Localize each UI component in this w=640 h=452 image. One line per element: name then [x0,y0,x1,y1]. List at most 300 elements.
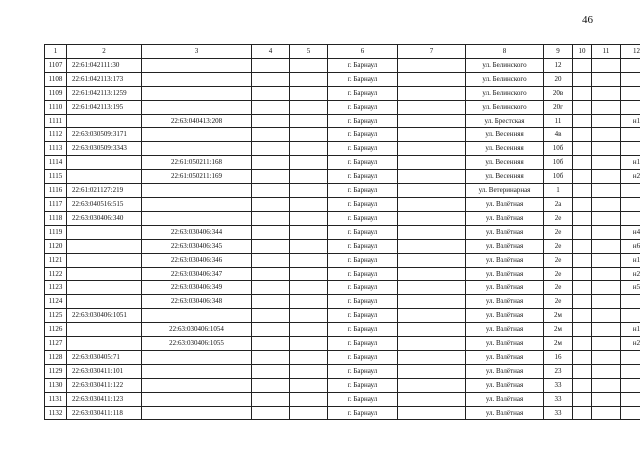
table-cell-col-6: г. Барнаул [328,309,398,323]
table-row [45,86,640,100]
table-cell-col-5 [290,253,328,267]
table-cell-col-7 [398,211,466,225]
table-cell-col-2: 22:61:042113:1259 [67,86,142,100]
table-cell-col-11 [592,86,621,100]
table-cell-col-12: н2 [621,170,640,184]
table-cell-col-10 [573,100,592,114]
table-cell-col-4 [252,72,290,86]
table-cell-col-3 [142,58,252,72]
table-cell-col-1: 1123 [45,281,67,295]
table-cell-col-9: 10б [544,156,573,170]
table-cell-col-3 [142,350,252,364]
table-cell-col-10 [573,337,592,351]
table-cell-col-2: 22:63:030411:118 [67,406,142,420]
table-cell-col-1: 1129 [45,364,67,378]
table-cell-col-12: н1 [621,323,640,337]
table-cell-col-6: г. Барнаул [328,225,398,239]
table-cell-col-10 [573,378,592,392]
table-cell-col-11 [592,253,621,267]
table-cell-col-3 [142,211,252,225]
table-cell-col-5 [290,281,328,295]
table-cell-col-11 [592,406,621,420]
table-cell-col-4 [252,184,290,198]
table-cell-col-8: ул. Взлётная [466,364,544,378]
table-cell-col-5 [290,114,328,128]
table-cell-col-3: 22:61:050211:168 [142,156,252,170]
table-cell-col-12 [621,100,640,114]
table-cell-col-8: ул. Весенняя [466,142,544,156]
table-cell-col-3: 22:63:040413:208 [142,114,252,128]
table-cell-col-12 [621,58,640,72]
table-cell-col-2 [67,295,142,309]
table-cell-col-11 [592,295,621,309]
table-cell-col-9: 2е [544,225,573,239]
table-cell-col-1: 1113 [45,142,67,156]
table-cell-col-10 [573,197,592,211]
table-cell-col-11 [592,350,621,364]
table-cell-col-7 [398,239,466,253]
table-row [45,197,640,211]
table-cell-col-5 [290,350,328,364]
table-row [45,156,640,170]
table-cell-col-11 [592,211,621,225]
table-cell-col-4 [252,86,290,100]
table-row [45,364,640,378]
table-cell-col-9: 2е [544,281,573,295]
table-cell-col-12 [621,142,640,156]
table-cell-col-12 [621,364,640,378]
table-cell-col-9: 12 [544,58,573,72]
table-cell-col-4 [252,170,290,184]
table-cell-col-7 [398,184,466,198]
table-cell-col-12 [621,392,640,406]
table-cell-col-6: г. Барнаул [328,323,398,337]
table-cell-col-11 [592,239,621,253]
table-cell-col-3 [142,72,252,86]
table-cell-col-4 [252,337,290,351]
table-cell-col-7 [398,156,466,170]
table-cell-col-5 [290,170,328,184]
table-cell-col-6: г. Барнаул [328,197,398,211]
table-cell-col-8: ул. Взлётная [466,211,544,225]
table-cell-col-1: 1128 [45,350,67,364]
table-row [45,253,640,267]
table-cell-col-9: 2е [544,239,573,253]
table-cell-col-10 [573,295,592,309]
table-cell-col-3: 22:63:030406:345 [142,239,252,253]
table-cell-col-4 [252,114,290,128]
table-cell-col-2 [67,170,142,184]
table-cell-col-4 [252,197,290,211]
table-cell-col-10 [573,142,592,156]
table-cell-col-11 [592,392,621,406]
table-cell-col-6: г. Барнаул [328,58,398,72]
table-cell-col-5 [290,323,328,337]
table-cell-col-11 [592,281,621,295]
table-cell-col-9: 20 [544,72,573,86]
table-cell-col-4 [252,392,290,406]
table-cell-col-6: г. Барнаул [328,295,398,309]
table-cell-col-9: 33 [544,392,573,406]
table-cell-col-5 [290,58,328,72]
table-cell-col-8: ул. Взлётная [466,253,544,267]
table-cell-col-7 [398,225,466,239]
table-cell-col-7 [398,295,466,309]
table-cell-col-12 [621,295,640,309]
table-cell-col-10 [573,239,592,253]
table-cell-col-1: 1124 [45,295,67,309]
table-cell-col-7 [398,309,466,323]
table-cell-col-12: н2 [621,337,640,351]
table-cell-col-12 [621,197,640,211]
table-cell-col-2: 22:63:030406:1051 [67,309,142,323]
table-cell-col-9: 4в [544,128,573,142]
table-cell-col-7 [398,114,466,128]
table-cell-col-11 [592,267,621,281]
table-cell-col-8: ул. Весенняя [466,156,544,170]
table-cell-col-5 [290,364,328,378]
table-cell-col-6: г. Барнаул [328,406,398,420]
table-cell-col-5 [290,128,328,142]
table-cell-col-3: 22:63:030406:347 [142,267,252,281]
table-cell-col-3: 22:61:050211:169 [142,170,252,184]
table-cell-col-4 [252,128,290,142]
table-cell-col-1: 1110 [45,100,67,114]
registry-table [44,44,640,420]
table-cell-col-5 [290,184,328,198]
table-cell-col-9: 10б [544,170,573,184]
table-cell-col-10 [573,156,592,170]
table-cell-col-2: 22:63:030406:340 [67,211,142,225]
table-cell-col-7 [398,197,466,211]
table-cell-col-3 [142,392,252,406]
table-cell-col-6: г. Барнаул [328,72,398,86]
table-row [45,323,640,337]
table-cell-col-11 [592,364,621,378]
table-cell-col-8: ул. Белинского [466,58,544,72]
table-cell-col-3 [142,100,252,114]
table-cell-col-9: 10б [544,142,573,156]
table-cell-col-6: г. Барнаул [328,253,398,267]
table-cell-col-1: 1114 [45,156,67,170]
table-cell-col-7 [398,72,466,86]
table-cell-col-3 [142,364,252,378]
table-cell-col-9: 2а [544,197,573,211]
table-cell-col-2: 22:61:042111:30 [67,58,142,72]
table-cell-col-6: г. Барнаул [328,239,398,253]
table-cell-col-8: ул. Взлётная [466,337,544,351]
table-row [45,100,640,114]
table-cell-col-8: ул. Взлётная [466,281,544,295]
table-cell-col-3 [142,184,252,198]
table-row [45,267,640,281]
table-cell-col-5 [290,309,328,323]
table-cell-col-9: 2е [544,295,573,309]
table-cell-col-6: г. Барнаул [328,170,398,184]
table-cell-col-8: ул. Взлётная [466,295,544,309]
table-cell-col-4 [252,364,290,378]
table-cell-col-8: ул. Весенняя [466,170,544,184]
table-cell-col-1: 1120 [45,239,67,253]
table-row [45,114,640,128]
table-cell-col-1: 1130 [45,378,67,392]
table-cell-col-11 [592,309,621,323]
table-cell-col-7 [398,406,466,420]
table-cell-col-6: г. Барнаул [328,128,398,142]
table-cell-col-10 [573,309,592,323]
table-cell-col-11 [592,197,621,211]
table-cell-col-6: г. Барнаул [328,364,398,378]
table-cell-col-4 [252,378,290,392]
table-cell-col-2: 22:63:030411:123 [67,392,142,406]
table-cell-col-7 [398,128,466,142]
table-cell-col-10 [573,114,592,128]
table-cell-col-2: 22:63:030411:101 [67,364,142,378]
table-cell-col-9: 2м [544,309,573,323]
table-row [45,309,640,323]
table-row [45,239,640,253]
table-cell-col-1: 1119 [45,225,67,239]
table-cell-col-3 [142,86,252,100]
table-cell-col-1: 1125 [45,309,67,323]
table-cell-col-9: 2м [544,337,573,351]
table-cell-col-8: ул. Взлётная [466,197,544,211]
table-cell-col-12: н4 [621,225,640,239]
table-cell-col-11 [592,337,621,351]
table-cell-col-7 [398,392,466,406]
table-cell-col-7 [398,253,466,267]
table-cell-col-9: 2м [544,323,573,337]
table-cell-col-8: ул. Взлётная [466,406,544,420]
table-cell-col-11 [592,378,621,392]
table-cell-col-2: 22:63:030509:3343 [67,142,142,156]
table-cell-col-10 [573,86,592,100]
table-cell-col-9: 20г [544,100,573,114]
table-cell-col-4 [252,281,290,295]
table-cell-col-4 [252,253,290,267]
table-cell-col-6: г. Барнаул [328,142,398,156]
table-cell-col-9: 16 [544,350,573,364]
header-row [45,45,640,59]
table-cell-col-4 [252,350,290,364]
table-cell-col-10 [573,392,592,406]
table-cell-col-4 [252,309,290,323]
table-cell-col-2: 22:63:030405:71 [67,350,142,364]
table-cell-col-12 [621,128,640,142]
table-cell-col-9: 2е [544,211,573,225]
table-cell-col-6: г. Барнаул [328,211,398,225]
table-cell-col-6: г. Барнаул [328,100,398,114]
table-cell-col-8: ул. Взлётная [466,267,544,281]
table-cell-col-4 [252,323,290,337]
table-cell-col-12: н6 [621,239,640,253]
table-cell-col-12 [621,309,640,323]
table-cell-col-6: г. Барнаул [328,337,398,351]
table-cell-col-8: ул. Взлётная [466,392,544,406]
table-cell-col-1: 1132 [45,406,67,420]
table-cell-col-5 [290,406,328,420]
table-cell-col-5 [290,267,328,281]
table-cell-col-11 [592,142,621,156]
table-cell-col-10 [573,128,592,142]
table-cell-col-10 [573,58,592,72]
table-cell-col-1: 1107 [45,58,67,72]
table-cell-col-7 [398,323,466,337]
table-cell-col-8: ул. Белинского [466,72,544,86]
table-row [45,72,640,86]
table-cell-col-12 [621,184,640,198]
table-cell-col-2 [67,225,142,239]
column-header-9: 9 [544,45,573,59]
table-cell-col-3: 22:63:030406:1054 [142,323,252,337]
table-cell-col-10 [573,364,592,378]
table-cell-col-8: ул. Весенняя [466,128,544,142]
table-cell-col-10 [573,406,592,420]
table-cell-col-11 [592,128,621,142]
table-cell-col-10 [573,267,592,281]
table-cell-col-12: н1 [621,253,640,267]
table-cell-col-2: 22:63:030411:122 [67,378,142,392]
table-cell-col-7 [398,350,466,364]
table-cell-col-3 [142,378,252,392]
table-cell-col-2: 22:61:042113:173 [67,72,142,86]
table-cell-col-7 [398,281,466,295]
table-cell-col-3: 22:63:030406:1055 [142,337,252,351]
table-cell-col-3 [142,142,252,156]
table-cell-col-3: 22:63:030406:344 [142,225,252,239]
table-cell-col-11 [592,184,621,198]
table-cell-col-12 [621,72,640,86]
table-cell-col-6: г. Барнаул [328,184,398,198]
table-cell-col-6: г. Барнаул [328,156,398,170]
table-cell-col-1: 1117 [45,197,67,211]
table-cell-col-5 [290,72,328,86]
table-header [45,45,640,59]
table-cell-col-4 [252,100,290,114]
table-cell-col-2 [67,239,142,253]
table-cell-col-4 [252,142,290,156]
table-cell-col-1: 1108 [45,72,67,86]
table-cell-col-11 [592,58,621,72]
table-cell-col-5 [290,100,328,114]
table-cell-col-7 [398,58,466,72]
column-header-11: 11 [592,45,621,59]
table-cell-col-8: ул. Белинского [466,86,544,100]
table-cell-col-5 [290,156,328,170]
table-cell-col-4 [252,406,290,420]
table-row [45,128,640,142]
table-cell-col-5 [290,86,328,100]
table-row [45,337,640,351]
table-cell-col-4 [252,156,290,170]
table-cell-col-5 [290,142,328,156]
table-cell-col-10 [573,184,592,198]
table-cell-col-2: 22:63:040516:515 [67,197,142,211]
table-cell-col-8: ул. Взлётная [466,350,544,364]
table-cell-col-12 [621,406,640,420]
table-cell-col-1: 1118 [45,211,67,225]
column-header-1: 1 [45,45,67,59]
table-row [45,211,640,225]
table-cell-col-2 [67,253,142,267]
table-cell-col-1: 1126 [45,323,67,337]
table-cell-col-1: 1112 [45,128,67,142]
table-cell-col-1: 1131 [45,392,67,406]
table-cell-col-8: ул. Брестская [466,114,544,128]
table-cell-col-2 [67,156,142,170]
table-cell-col-8: ул. Взлётная [466,323,544,337]
table-cell-col-1: 1115 [45,170,67,184]
table-cell-col-5 [290,295,328,309]
table-cell-col-8: ул. Взлётная [466,239,544,253]
table-cell-col-10 [573,323,592,337]
table-cell-col-11 [592,156,621,170]
table-cell-col-1: 1122 [45,267,67,281]
table-cell-col-9: 33 [544,406,573,420]
table-cell-col-4 [252,267,290,281]
table-cell-col-3: 22:63:030406:348 [142,295,252,309]
table-cell-col-12 [621,378,640,392]
table-cell-col-3: 22:63:030406:346 [142,253,252,267]
table-cell-col-4 [252,211,290,225]
table-cell-col-9: 2е [544,253,573,267]
table-cell-col-7 [398,142,466,156]
table-row [45,170,640,184]
table-row [45,184,640,198]
table-cell-col-5 [290,197,328,211]
table-cell-col-6: г. Барнаул [328,378,398,392]
table-cell-col-2 [67,323,142,337]
table-cell-col-1: 1116 [45,184,67,198]
column-header-2: 2 [67,45,142,59]
table-cell-col-10 [573,72,592,86]
table-cell-col-9: 20в [544,86,573,100]
table-cell-col-4 [252,295,290,309]
table-cell-col-10 [573,253,592,267]
table-cell-col-10 [573,281,592,295]
table-cell-col-7 [398,364,466,378]
table-cell-col-6: г. Барнаул [328,350,398,364]
table-cell-col-1: 1121 [45,253,67,267]
column-header-4: 4 [252,45,290,59]
table-cell-col-4 [252,239,290,253]
table-cell-col-9: 23 [544,364,573,378]
table-cell-col-6: г. Барнаул [328,114,398,128]
column-header-3: 3 [142,45,252,59]
table-cell-col-5 [290,337,328,351]
table-cell-col-5 [290,225,328,239]
table-cell-col-11 [592,225,621,239]
table-cell-col-3: 22:63:030406:349 [142,281,252,295]
table-cell-col-10 [573,211,592,225]
table-row [45,350,640,364]
table-cell-col-11 [592,72,621,86]
table-cell-col-2 [67,114,142,128]
table-cell-col-11 [592,170,621,184]
table-cell-col-3 [142,197,252,211]
table-cell-col-8: ул. Белинского [466,100,544,114]
table-cell-col-2: 22:63:030509:3171 [67,128,142,142]
table-cell-col-6: г. Барнаул [328,86,398,100]
table-cell-col-7 [398,378,466,392]
table-cell-col-6: г. Барнаул [328,281,398,295]
table-cell-col-7 [398,267,466,281]
table-cell-col-12 [621,211,640,225]
table-row [45,58,640,72]
table-cell-col-11 [592,100,621,114]
table-cell-col-2 [67,267,142,281]
column-header-8: 8 [466,45,544,59]
